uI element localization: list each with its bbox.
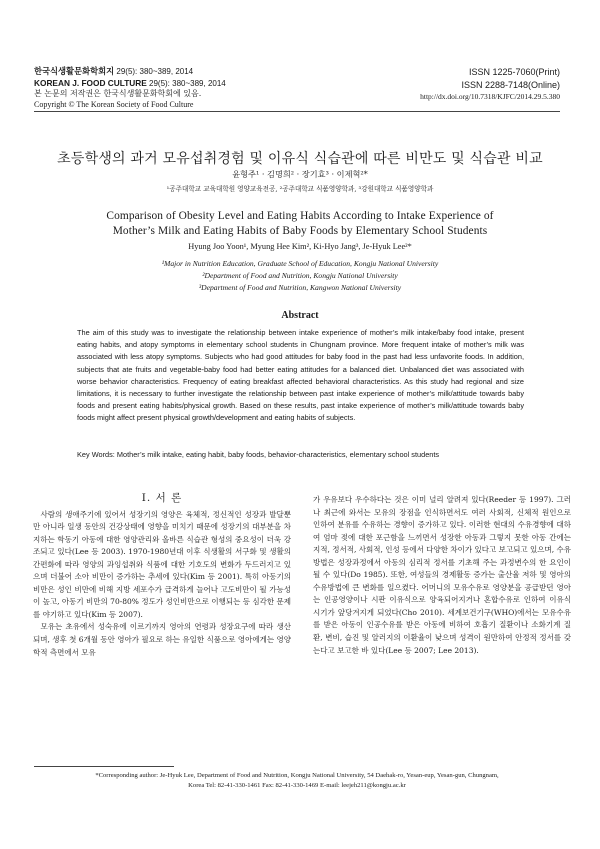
article-title-en-line2: Mother’s Milk and Eating Habits of Baby Foods by Elementary School Students (112, 224, 488, 237)
journal-issue-en: 29(5): 380~389, 2014 (146, 78, 226, 88)
intro-paragraph-2-cont: 가 우유보다 우수하다는 것은 이미 널리 알려져 있다(Reeder 등 1997). 그러나 최근에 와서는 모유의 장점을 인식하면서도 여러 사회적, 신체적 원인으로 인하여 분유를 수유하는 경향이 증가하고 있다. 이러한 현대의 수유경향에 대하여 엄마 젖에 대한 포근함을 느끼면서 성장한 아동과 그렇지 못한 아동 간에는 지적, 정서적, 사회적, 인성 등에서 다양한 차이가 있다고 보고되고 있으며, 수유방법은 성장과정에서 아동의 심리적 정서를 기초해 주는 과정변수의 한 요인이 될 수 있다(Do 1985). 또한, 여성들의 경제활동 증가는 출산율 저하 및 영아의 수유방법에 큰 변화를 일으켰다. 어머니의 모유수유로 영양분을 공급받던 영아는 인공영양이나 시판 이유식으로 양육되어지거나 혼합수유로 인하여 이유식 시기가 앞당겨지게 되었다(Cho 2010). 세계보건기구(WHO)에서는 모유수유를 받은 아동이 인공수유를 받은 아동에 비하여 호흡기 질환이나 소화기계 질환, 변비, 습진 및 알러지의 이환율이 낮으며 성격이 원만하여 안정적 정서를 갖는다고 보고한 바 있다(Lee 등 2007; Lee 2013). (313, 495, 571, 655)
abstract-heading: Abstract (281, 310, 319, 321)
journal-header-left (34, 66, 334, 110)
issn-print: ISSN 1225-7060(Print) (468, 67, 560, 77)
affiliations-ko: ¹공주대학교 교육대학원 영양교육전공, ²공주대학교 식품영양학과, ³강원대학교 식품영양학과 (166, 185, 434, 193)
affiliations-en (0, 258, 600, 293)
intro-paragraph-1: 사람의 생애주기에 있어서 성장기의 영양은 육체적, 정신적인 성장과 발달뿐만 아니라 일생 동안의 건강상태에 영향을 미치기 때문에 성장기의 대부분을 차지하는 학동기 아동에 대한 영양관리와 올바른 식습관 형성의 중요성이 더욱 강조되고 있다(Lee 등 2003). 1970-1980년대 이후 식생활의 서구화 및 생활의 간편화에 따라 영양의 과잉섭취와 식품에 대한 기호도의 변화가 두드러지고 있으며 더불어 소아 비만이 증가하는 추세에 있다(Kim 등 2001). 특히 아동기의 비만은 성인 비만에 비해 지방 세포수가 급격하게 늘어나 고도비만이 될 가능성이 높고, 아동기 비만의 70-80% 정도가 성인비만으로 이행되는 등 심각한 문제를 야기하고 있다(Kim 등 2007). (33, 509, 291, 619)
journal-name-en: KOREAN J. FOOD CULTURE (34, 77, 147, 88)
intro-paragraph-2: 모유는 초유에서 성숙유에 이르기까지 영아의 연령과 성장요구에 따라 생산되며, 생후 첫 6개월 동안 영아가 필요로 하는 유일한 식품으로 영아에게는 영양학적 측면에서 모유 (33, 622, 291, 657)
journal-name-ko: 한국식생활문화학회지 (34, 66, 115, 76)
keywords (77, 450, 530, 459)
header-divider (34, 111, 560, 112)
journal-issue-ko: 29(5): 380~389, 2014 (114, 67, 194, 76)
body-column-left (33, 492, 291, 659)
abstract-body: The aim of this study was to investigate the relationship between intake experience of mother’s milk intake/baby food intake, present eating habits, and atopy symptoms in elementary school students in Chungnam province. More frequent intake of mother’s milk was associated with less atopy symptoms. Subjects who had good attitudes for baby food in the past had less unfavorite foods. In addition, subjects that ate fruits and vegetable-baby food had better eating attitudes for a balanced diet. Unbalanced diet was associated with worse behavior characteristics. Frequency of eating breakfast affected behavioral characteristics. As this study had regional and size limitations, it is necessary to further investigate the relationship between past intake experience of mother’s milk/attitude towards baby foods and present eating habits/physical growth. Based on these results, past intake experience of mother’s milk/attitude towards baby foods might affect present physical growth/development and eating habits of subjects. (77, 328, 524, 423)
footnote-line-1: *Corresponding author: Je-Hyuk Lee, Department of Food and Nutrition, Kongju National University, 54 Daehak-ro, Yesan-eup, Yesan-gun, Chungnam, (95, 772, 499, 779)
keywords-label: Key Words: (77, 450, 115, 459)
copyright-en: Copyright © The Korean Society of Food Culture (34, 99, 194, 109)
authors-ko: 윤형주¹ · 김명희² · 장기효³ · 이제혁²* (232, 169, 368, 179)
footnote-divider (34, 766, 174, 767)
article-title-en-line1: Comparison of Obesity Level and Eating Habits According to Intake Experience of (106, 210, 494, 222)
article-title-ko: 초등학생의 과거 모유섭취경험 및 이유식 식습관에 따른 비만도 및 식습관 비교 (57, 151, 543, 167)
journal-header-right (320, 66, 560, 104)
corresponding-author-footnote (34, 771, 560, 791)
body-column-right (313, 494, 571, 657)
section-heading-intro: Ⅰ. 서 론 (141, 492, 183, 504)
keywords-list: Mother’s milk intake, eating habit, baby foods, behavior-characteristics, elementary school students (114, 450, 440, 459)
affiliation-1: ¹Major in Nutrition Education, Graduate School of Education, Kongju National University (161, 259, 439, 268)
article-title-en (40, 209, 560, 238)
issn-online: ISSN 2288-7148(Online) (461, 79, 560, 90)
footnote-line-2: Korea Tel: 82-41-330-1461 Fax: 82-41-330-1469 E-mail: leejeh211@kongju.ac.kr (188, 782, 406, 789)
doi-link[interactable]: http://dx.doi.org/10.7318/KJFC/2014.29.5.380 (420, 92, 560, 101)
copyright-ko: 본 논문의 저작권은 한국식생활문화학회에 있음. (34, 89, 202, 98)
authors-en: Hyung Joo Yoon¹, Myung Hee Kim², Ki-Hyo Jang³, Je-Hyuk Lee²* (188, 242, 412, 251)
affiliation-3: ³Department of Food and Nutrition, Kangwon National University (198, 282, 402, 292)
affiliation-2: ²Department of Food and Nutrition, Kongju National University (202, 270, 398, 280)
